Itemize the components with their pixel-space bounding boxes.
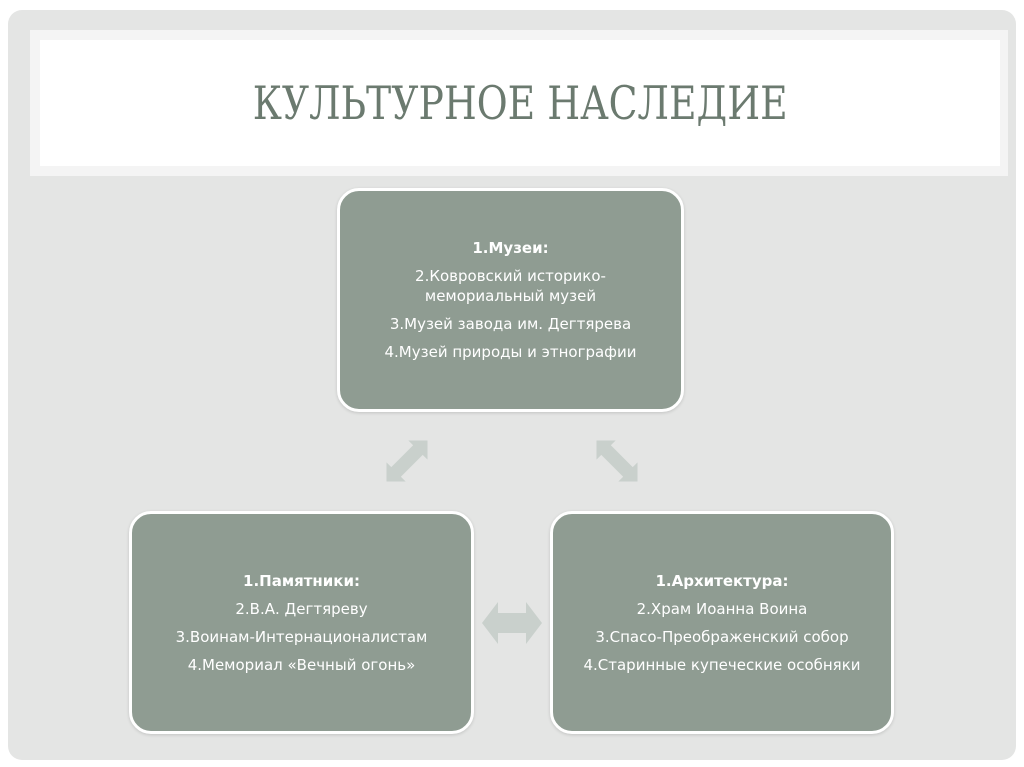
museums-item: 2.Ковровский историко-мемориальный музей: [415, 267, 606, 305]
architecture-item: 4.Старинные купеческие особняки: [583, 655, 861, 674]
double-arrow-icon: [481, 600, 543, 646]
museums-item: 3.Музей завода им. Дегтярева: [389, 315, 632, 333]
architecture-item: 2.Храм Иоанна Воина: [636, 599, 808, 618]
museums-heading: 1.Музеи:: [472, 239, 549, 257]
museums-item: 4.Музей природы и этнографии: [384, 343, 637, 361]
monuments-item: 3.Воинам-Интернационалистам: [175, 627, 428, 646]
title-area: [40, 40, 1000, 166]
museums-box: [337, 188, 684, 412]
monuments-item: 4.Мемориал «Вечный огонь»: [187, 655, 416, 674]
architecture-item: 3.Спасо-Преображенский собор: [595, 627, 849, 646]
double-arrow-icon: [588, 432, 646, 490]
monuments-box: [129, 511, 474, 734]
architecture-box: [550, 511, 894, 734]
double-arrow-icon: [378, 432, 436, 490]
monuments-item: 2.В.А. Дегтяреву: [235, 599, 368, 618]
slide-title: КУЛЬТУРНОЕ НАСЛЕДИЕ: [252, 76, 788, 130]
architecture-heading: 1.Архитектура:: [655, 571, 789, 590]
monuments-heading: 1.Памятники:: [243, 571, 360, 590]
